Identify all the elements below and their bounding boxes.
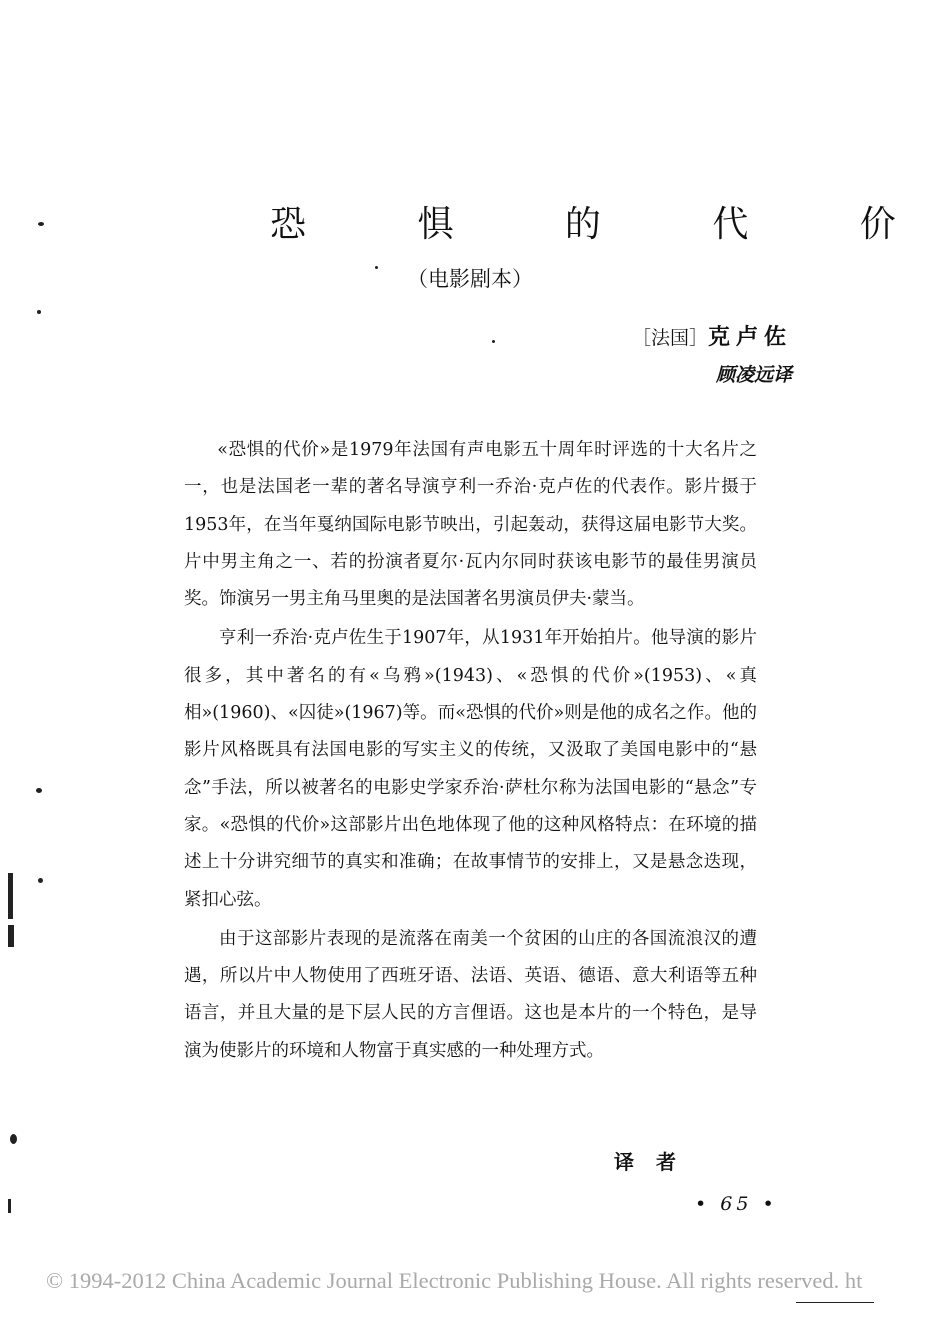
binding-mark [8,873,13,919]
author-country: ［法国］ [631,327,708,349]
scan-speck [375,266,378,269]
author-name: 克卢佐 [707,324,792,350]
body-text [184,432,757,1072]
paragraph: 亨利一乔治·克卢佐生于1907年，从1931年开始拍片。他导演的影片很多，其中著名的有«乌鸦»(1943)、«恐惧的代价»(1953)、«真相»(1960)、«囚徒»(1967)等。而«恐惧的代价»则是他的成名之作。他的影片风格既具有法国电影的写实主义的传统，又汲取了美国电影中的“悬念”手法，所以被著名的电影史学家乔治·萨杜尔称为法国电影的“悬念”专家。«恐惧的代价»这部影片出色地体现了他的这种风格特点：在环境的描述上十分讲究细节的真实和准确；在故事情节的安排上，又是悬念迭现，紧扣心弦。 [184,628,757,910]
paragraph: 由于这部影片表现的是流落在南美一个贫困的山庄的各国流浪汉的遭遇，所以片中人物使用了西班牙语、法语、英语、德语、意大利语等五种语言，并且大量的是下层人民的方言俚语。这也是本片的一个特色，是导演为使影片的环境和人物富于真实感的一种处理方式。 [184,928,757,1061]
binding-mark [8,1199,11,1213]
scan-speck [36,788,42,793]
author-line [632,320,792,351]
translator-signature: 译者 [614,1150,698,1174]
scan-speck [10,1134,17,1144]
copyright-watermark: © 1994-2012 China Academic Journal Electronic Publishing House. All rights reserved. ht [46,1268,863,1293]
page-number: • 65 • [695,1193,778,1215]
scan-speck [38,222,44,226]
document-subtitle: （电影剧本） [407,267,533,291]
scan-speck [38,878,43,883]
binding-mark [8,925,14,947]
scan-speck [37,310,41,314]
scan-line [796,1302,874,1303]
scan-speck [492,340,495,343]
document-title: 恐 惧 的 代 价 [270,204,946,245]
paragraph: «恐惧的代价»是1979年法国有声电影五十周年时评选的十大名片之一，也是法国老一辈的著名导演亨利一乔治·克卢佐的代表作。影片摄于1953年，在当年戛纳国际电影节映出，引起轰动，获得这届电影节大奖。片中男主角之一、若的扮演者夏尔·瓦内尔同时获该电影节的最佳男演员奖。饰演另一男主角马里奥的是法国著名男演员伊夫·蒙当。 [184,440,757,610]
translator-credit: 顾凌远译 [715,364,792,386]
